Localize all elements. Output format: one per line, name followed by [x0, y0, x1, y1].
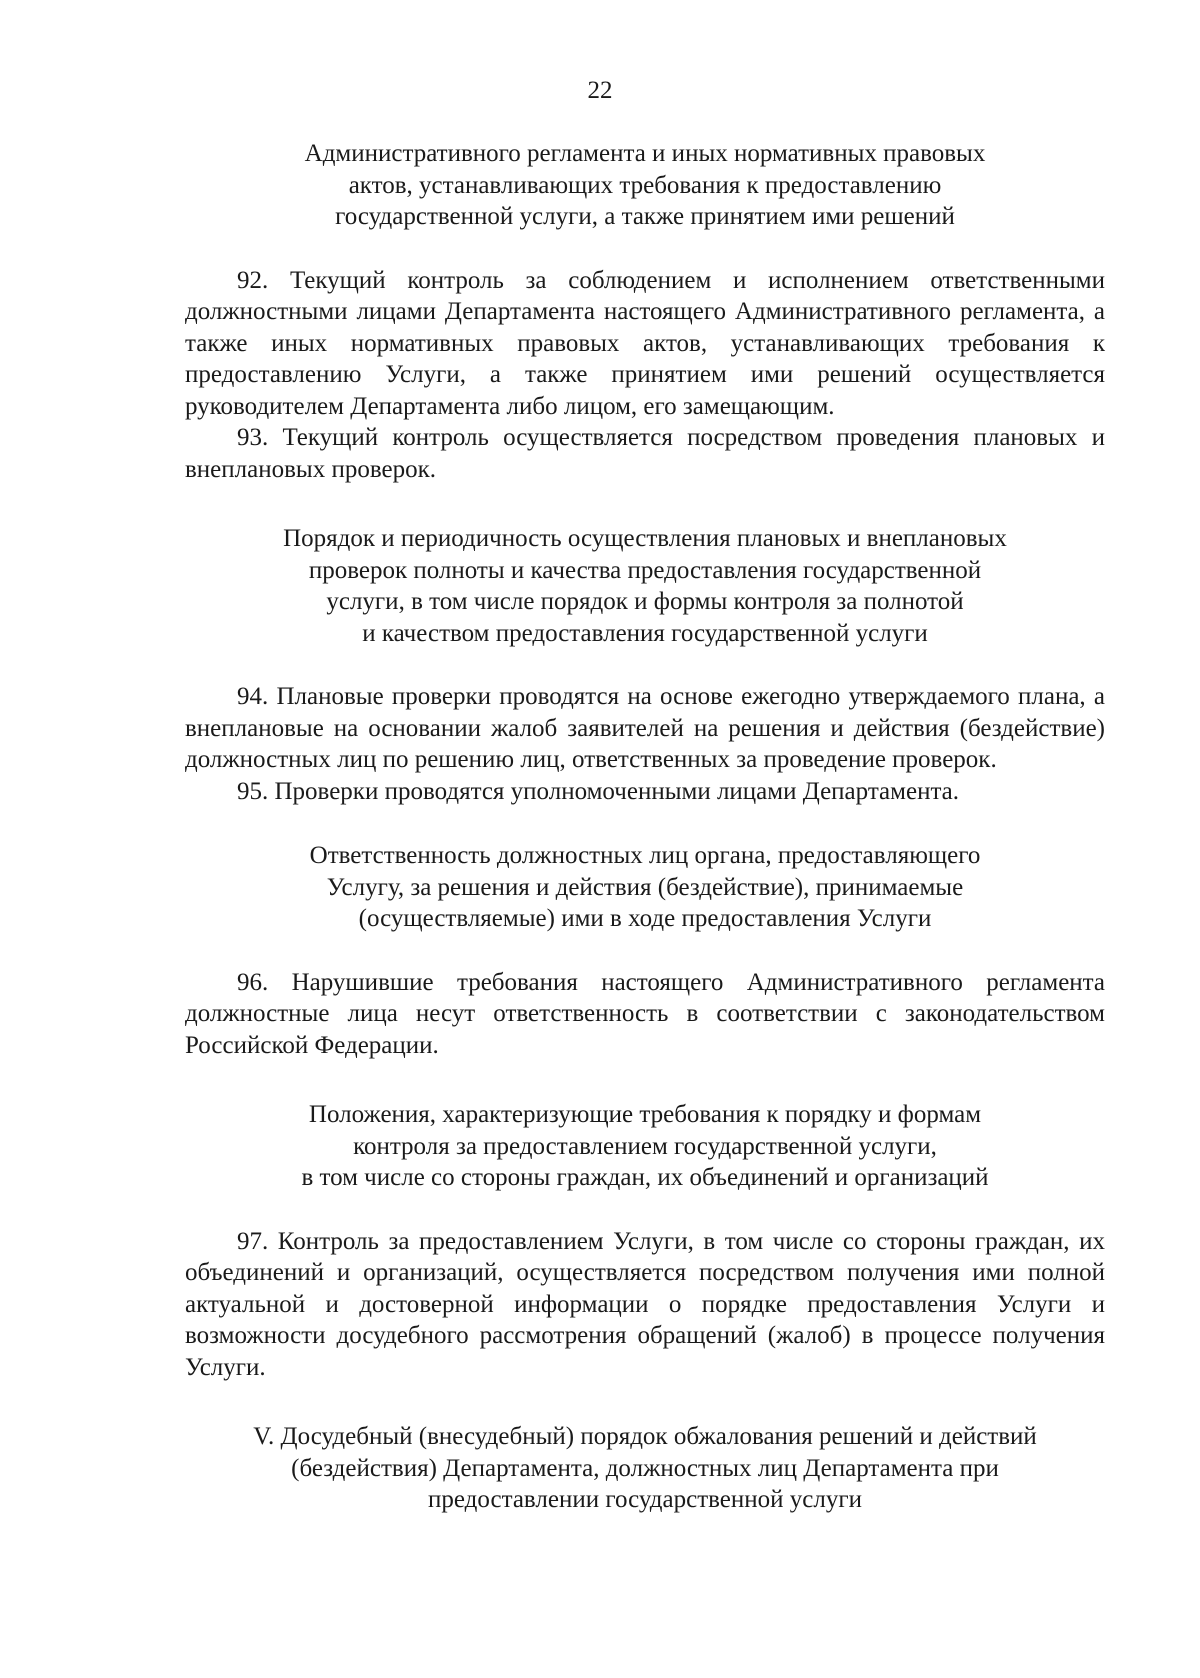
heading-line: услуги, в том числе порядок и формы контроля за полнотой — [326, 588, 964, 615]
heading-line: Положения, характеризующие требования к порядку и формам — [308, 1101, 982, 1128]
paragraph-94: 94. Плановые проверки проводятся на основе ежегодно утверждаемого плана, а внеплановые на основании жалоб заявителей на решения и действия (бездействие) должностных лиц по решению лиц, ответственных за проведение проверок. — [185, 683, 1105, 773]
heading-line: проверок полноты и качества предоставления государственной — [308, 556, 982, 584]
paragraph-97: 97. Контроль за предоставлением Услуги, в том числе со стороны граждан, их объединений и организаций, осуществляется посредством получения ими полной актуальной и достоверной информации о порядке предоставления Услуги и возможности досудебного рассмотрения обращений (жалоб) в процессе получения Услуги. — [185, 1227, 1105, 1381]
heading-line: V. Досудебный (внесудебный) порядок обжалования решений и действий — [253, 1423, 1037, 1450]
heading-line: контроля за предоставлением государственной услуги, — [353, 1132, 937, 1160]
page-number: 22 — [587, 77, 613, 104]
paragraph-96: 96. Нарушившие требования настоящего Административного регламента должностные лица несут ответственность в соответствии с законодательством Российской Федерации. — [185, 968, 1105, 1059]
paragraph-95: 95. Проверки проводятся уполномоченными лицами Департамента. — [237, 777, 960, 805]
heading-line: актов, устанавливающих требования к предоставлению — [348, 171, 942, 199]
heading-line: (осуществляемые) ими в ходе предоставления Услуги — [358, 905, 932, 932]
paragraph-92: 92. Текущий контроль за соблюдением и исполнением ответственными должностными лицами Департамента настоящего Административного регламента, а также иных нормативных правовых актов, устанавливающих требования к предоставлению Услуги, а также принятием ими решений осуществляется руководителем Департамента либо лицом, его замещающим. — [185, 266, 1105, 420]
heading-line: и качеством предоставления государственной услуги — [362, 619, 928, 647]
heading-line: Административного регламента и иных нормативных правовых — [304, 140, 986, 167]
heading-line: государственной услуги, а также принятием ими решений — [335, 203, 955, 230]
heading-control-provisions — [185, 1099, 1105, 1194]
heading-current-control — [185, 138, 1105, 233]
heading-line: Услугу, за решения и действия (бездействие), принимаемые — [326, 873, 964, 901]
paragraph-93: 93. Текущий контроль осуществляется посредством проведения плановых и внеплановых проверок. — [185, 424, 1105, 483]
heading-line: (бездействия) Департамента, должностных лиц Департамента при — [291, 1454, 999, 1482]
heading-line: предоставлении государственной услуги — [428, 1486, 862, 1513]
heading-line: в том числе со стороны граждан, их объединений и организаций — [301, 1164, 989, 1191]
heading-inspection-order — [185, 523, 1105, 649]
heading-section-5 — [185, 1421, 1105, 1516]
heading-line: Порядок и периодичность осуществления плановых и внеплановых — [283, 525, 1007, 552]
page-content — [185, 138, 1105, 1516]
heading-line: Ответственность должностных лиц органа, предоставляющего — [309, 842, 981, 869]
heading-responsibility — [185, 840, 1105, 935]
